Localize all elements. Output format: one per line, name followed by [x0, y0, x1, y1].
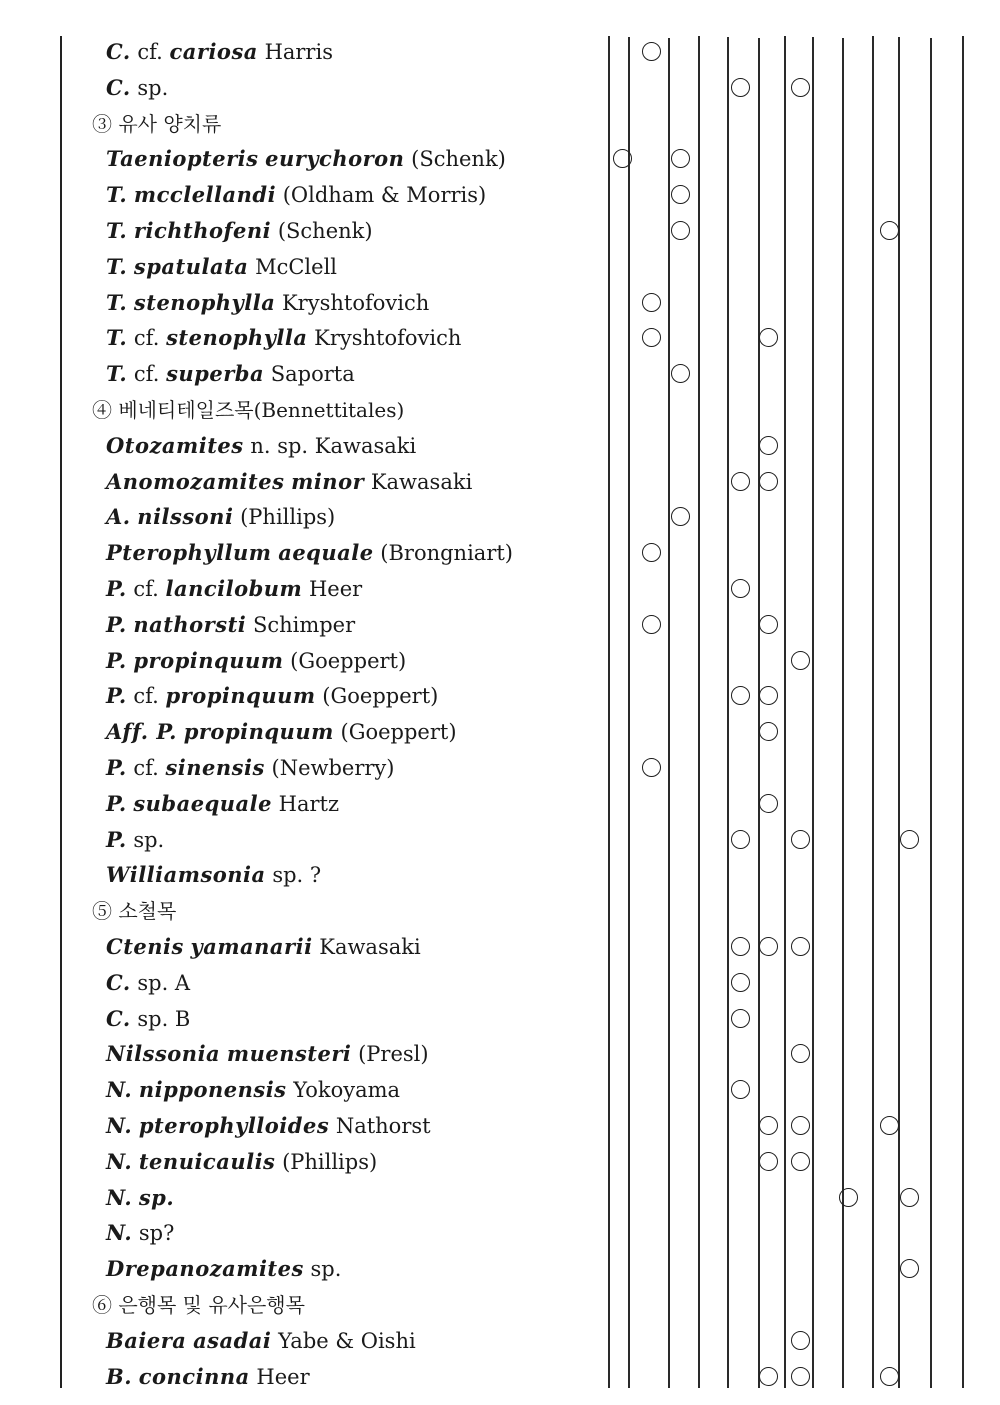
occurrence-marker — [642, 42, 661, 61]
occurrence-marker — [759, 794, 778, 813]
occurrence-marker — [731, 78, 750, 97]
species-epithet: asadai — [193, 1327, 272, 1353]
species-genus: P. — [106, 790, 127, 816]
species-author: Yabe & Oishi — [278, 1328, 416, 1353]
section-title: ④ 베네티테일즈목(Bennettitales) — [92, 398, 405, 422]
species-epithet: richthofeni — [133, 218, 272, 243]
occurrence-marker — [642, 758, 661, 777]
occurrence-marker — [880, 1367, 899, 1386]
table-row — [0, 750, 1000, 786]
table-row — [0, 1108, 1000, 1144]
occurrence-marker — [900, 1259, 919, 1278]
table-row — [0, 678, 1000, 714]
species-name — [106, 1251, 341, 1287]
species-qual: cf. — [133, 326, 160, 351]
occurrence-marker — [759, 328, 778, 347]
species-author: sp. B — [137, 1006, 191, 1031]
table-row — [0, 34, 1000, 70]
species-qual: cf. — [133, 577, 159, 601]
species-name — [106, 249, 337, 285]
species-author: sp. A — [137, 970, 191, 995]
table-row — [0, 70, 1000, 106]
occurrence-marker — [671, 185, 690, 204]
species-genus: Williamsonia — [106, 862, 266, 888]
species-name — [106, 965, 190, 1001]
species-epithet: tenuicaulis — [138, 1148, 276, 1174]
species-genus: C. — [106, 74, 131, 100]
occurrence-marker — [759, 615, 778, 634]
table-row — [0, 356, 1000, 392]
species-genus: T. — [106, 289, 128, 315]
species-author: Nathorst — [335, 1114, 431, 1138]
species-epithet: nipponensis — [138, 1077, 287, 1103]
occurrence-marker — [759, 1116, 778, 1135]
species-name — [106, 1144, 377, 1180]
occurrence-marker — [671, 221, 690, 240]
species-genus: T. — [106, 325, 128, 351]
species-author: (Brongniart) — [380, 541, 513, 566]
table-row — [0, 285, 1000, 321]
table-row — [0, 141, 1000, 177]
species-genus: Nilssonia — [106, 1041, 221, 1067]
species-epithet: spatulata — [133, 253, 249, 279]
occurrence-marker — [791, 78, 810, 97]
table-row — [0, 1036, 1000, 1072]
species-epithet: sinensis — [165, 755, 265, 780]
table-row — [0, 965, 1000, 1001]
species-author: (Goeppert) — [340, 720, 457, 745]
table-row — [0, 1072, 1000, 1108]
occurrence-marker — [671, 364, 690, 383]
species-name — [106, 535, 513, 571]
species-epithet: nathorsti — [133, 611, 247, 637]
species-name — [106, 70, 168, 106]
species-qual: cf. — [133, 684, 159, 709]
species-genus: T. — [106, 361, 128, 387]
occurrence-marker — [791, 830, 810, 849]
table-row — [0, 607, 1000, 643]
occurrence-marker — [671, 507, 690, 526]
occurrence-marker — [731, 472, 750, 491]
species-genus: N. — [106, 1184, 133, 1210]
species-author: (Presl) — [358, 1042, 429, 1067]
occurrence-marker — [731, 937, 750, 956]
species-name — [106, 428, 416, 464]
species-epithet: cariosa — [169, 39, 258, 64]
species-author: sp. — [133, 827, 165, 852]
species-author: (Phillips) — [282, 1149, 378, 1174]
species-qual: cf. — [133, 362, 160, 387]
species-name — [106, 499, 335, 535]
occurrence-marker — [642, 293, 661, 312]
species-name — [106, 1215, 174, 1251]
species-name — [106, 1108, 431, 1144]
section-title: ⑤ 소철목 — [92, 899, 177, 924]
table-row — [0, 177, 1000, 213]
table-row — [0, 1001, 1000, 1037]
section-title: ③ 유사 양치류 — [92, 111, 222, 136]
species-epithet: pterophylloides — [138, 1113, 330, 1138]
species-epithet: concinna — [138, 1363, 250, 1389]
species-genus: Otozamites — [106, 432, 244, 458]
occurrence-marker — [791, 1044, 810, 1063]
occurrence-marker — [759, 686, 778, 705]
species-author: Kryshtofovich — [281, 290, 430, 315]
section-header-row — [0, 392, 1000, 428]
species-name — [106, 750, 394, 786]
table-row — [0, 714, 1000, 750]
species-genus: P. — [106, 826, 127, 852]
species-name — [106, 822, 164, 858]
species-qual: cf. — [133, 756, 159, 780]
species-genus: Aff. P. — [106, 719, 177, 745]
table-row — [0, 213, 1000, 249]
species-genus: Drepanozamites — [106, 1256, 304, 1282]
occurrence-marker — [759, 1152, 778, 1171]
table-row — [0, 428, 1000, 464]
species-author: Schimper — [252, 612, 356, 637]
species-name — [106, 213, 373, 249]
occurrence-marker — [759, 722, 778, 741]
table-row — [0, 1180, 1000, 1216]
species-author: Harris — [264, 40, 333, 64]
species-genus: P. — [106, 611, 127, 637]
occurrence-marker — [731, 830, 750, 849]
species-author: Heer — [256, 1364, 310, 1389]
species-name — [106, 678, 438, 714]
species-genus: C. — [106, 39, 131, 64]
occurrence-marker — [791, 1152, 810, 1171]
species-genus: Baiera — [106, 1327, 187, 1353]
species-author: sp. — [137, 75, 169, 100]
species-epithet: lancilobum — [165, 576, 303, 601]
species-name — [106, 857, 321, 893]
species-name — [106, 786, 339, 822]
species-genus: C. — [106, 1005, 131, 1031]
species-name — [106, 1072, 400, 1108]
species-epithet: minor — [291, 468, 365, 494]
table-row — [0, 822, 1000, 858]
occurrence-marker — [759, 1367, 778, 1386]
species-genus: N. — [106, 1077, 133, 1103]
table-row — [0, 1359, 1000, 1395]
species-name — [106, 1323, 416, 1359]
species-author: (Newberry) — [271, 756, 395, 780]
species-epithet: yamanarii — [190, 934, 313, 959]
species-genus: T. — [106, 218, 128, 243]
species-genus: P. — [106, 576, 127, 601]
species-name — [106, 320, 461, 356]
species-genus: N. — [106, 1220, 133, 1246]
table-row — [0, 786, 1000, 822]
occurrence-marker — [900, 1188, 919, 1207]
occurrence-marker — [839, 1188, 858, 1207]
species-epithet: propinquum — [165, 683, 316, 709]
occurrence-marker — [791, 1331, 810, 1350]
species-genus: B. — [106, 1363, 133, 1389]
occurrence-marker — [791, 937, 810, 956]
species-genus: N. — [106, 1148, 133, 1174]
species-author: (Schenk) — [411, 147, 506, 172]
table-row — [0, 535, 1000, 571]
species-genus: T. — [106, 182, 128, 208]
species-name — [106, 356, 355, 392]
species-name — [106, 1359, 310, 1395]
species-name — [106, 929, 421, 965]
occurrence-marker — [791, 1367, 810, 1386]
occurrence-marker — [900, 830, 919, 849]
species-author: Kryshtofovich — [314, 326, 462, 351]
species-genus: P. — [106, 683, 127, 709]
species-name — [106, 607, 355, 643]
species-epithet: eurychoron — [265, 146, 405, 172]
table-row — [0, 320, 1000, 356]
table-row — [0, 464, 1000, 500]
occurrence-marker — [880, 1116, 899, 1135]
table-row — [0, 857, 1000, 893]
species-name — [106, 464, 472, 500]
species-epithet: propinquum — [183, 719, 334, 745]
table-row — [0, 571, 1000, 607]
occurrence-marker — [759, 472, 778, 491]
species-author: sp? — [138, 1221, 175, 1246]
species-author: (Goeppert) — [290, 648, 407, 673]
table-row — [0, 1215, 1000, 1251]
species-author: McClell — [255, 254, 338, 279]
species-genus: C. — [106, 969, 131, 995]
species-author: n. sp. Kawasaki — [250, 433, 417, 458]
occurrence-marker — [880, 221, 899, 240]
occurrence-marker — [731, 973, 750, 992]
species-name — [106, 1036, 429, 1072]
species-genus: Ctenis — [106, 934, 184, 959]
species-epithet: propinquum — [133, 647, 284, 673]
species-name — [106, 1001, 190, 1037]
table-row — [0, 499, 1000, 535]
species-epithet: muensteri — [226, 1041, 352, 1067]
species-author: Heer — [308, 577, 363, 601]
species-epithet: stenophylla — [166, 325, 308, 351]
occurrence-marker — [791, 1116, 810, 1135]
species-genus: Anomozamites — [106, 468, 285, 494]
section-header-row — [0, 893, 1000, 929]
table-row — [0, 249, 1000, 285]
species-epithet: mcclellandi — [133, 182, 277, 208]
species-genus: Pterophyllum — [106, 540, 272, 566]
species-author: sp. — [310, 1257, 342, 1282]
species-name — [106, 643, 406, 679]
species-genus: P. — [106, 755, 127, 780]
section-title: ⑥ 은행목 및 유사은행목 — [92, 1293, 305, 1317]
species-qual: cf. — [137, 40, 163, 64]
species-epithet: superba — [166, 361, 265, 387]
species-name — [106, 141, 506, 177]
occurrence-marker — [731, 1009, 750, 1028]
species-author: Kawasaki — [370, 469, 473, 494]
species-name — [106, 714, 457, 750]
species-author: Kawasaki — [319, 935, 421, 959]
species-genus: P. — [106, 647, 127, 673]
species-author: (Goeppert) — [322, 684, 439, 709]
occurrence-marker — [642, 615, 661, 634]
occurrence-marker — [759, 436, 778, 455]
species-epithet: subaequale — [133, 790, 272, 816]
species-genus: N. — [106, 1113, 133, 1138]
species-author: (Oldham & Morris) — [282, 183, 487, 208]
species-name — [106, 177, 486, 213]
species-author: Hartz — [278, 791, 340, 816]
section-header-row — [0, 1287, 1000, 1323]
occurrence-marker — [791, 651, 810, 670]
species-author: (Phillips) — [240, 505, 336, 530]
occurrence-marker — [671, 149, 690, 168]
species-author: (Schenk) — [277, 219, 373, 243]
table-row — [0, 643, 1000, 679]
species-name — [106, 34, 333, 70]
occurrence-marker — [731, 1080, 750, 1099]
species-author: Yokoyama — [293, 1078, 401, 1103]
occurrence-marker — [613, 149, 632, 168]
section-header-row — [0, 106, 1000, 142]
species-name — [106, 571, 362, 607]
species-genus: Taeniopteris — [106, 146, 259, 172]
species-epithet: nilssoni — [137, 504, 234, 530]
species-epithet: sp. — [138, 1184, 175, 1210]
table-row — [0, 1251, 1000, 1287]
occurrence-marker — [642, 543, 661, 562]
table-row — [0, 1323, 1000, 1359]
species-genus: T. — [106, 253, 128, 279]
table-row — [0, 1144, 1000, 1180]
occurrence-marker — [731, 686, 750, 705]
species-epithet: aequale — [278, 540, 374, 566]
species-author: Saporta — [270, 362, 355, 387]
species-genus: A. — [106, 504, 131, 530]
species-name — [106, 285, 429, 321]
species-name — [106, 1180, 174, 1216]
species-epithet: stenophylla — [133, 289, 276, 315]
species-author: sp. ? — [272, 863, 322, 888]
occurrence-marker — [731, 579, 750, 598]
occurrence-marker — [642, 328, 661, 347]
table-row — [0, 929, 1000, 965]
occurrence-marker — [759, 937, 778, 956]
